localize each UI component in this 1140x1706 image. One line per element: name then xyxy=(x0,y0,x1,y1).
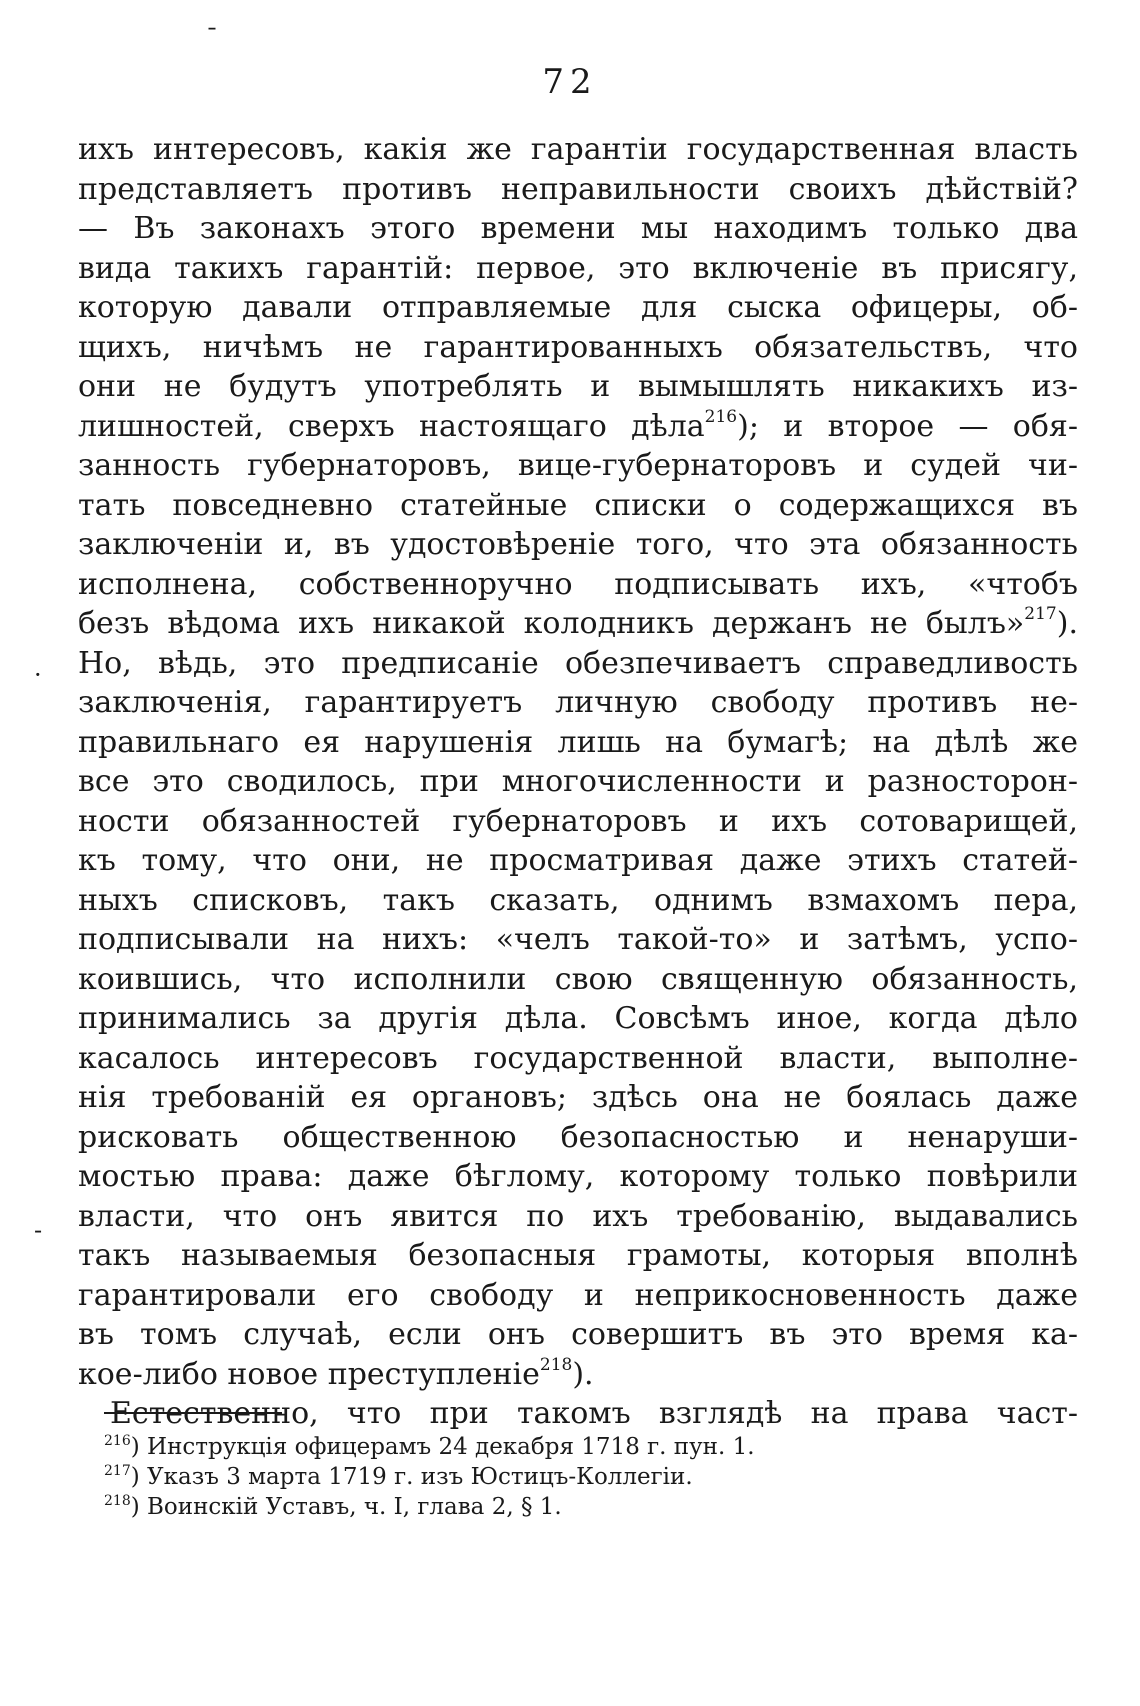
text-line xyxy=(78,525,1078,565)
line-text: власти, что онъ явится по ихъ требованію, выдавались xyxy=(78,1198,1078,1234)
text-line xyxy=(78,407,1078,447)
text-line xyxy=(78,367,1078,407)
footnote-text: ) Инструкція офицерамъ 24 декабря 1718 г. пун. 1. xyxy=(130,1434,755,1460)
footnote-text: ) Указъ 3 марта 1719 г. изъ Юстицъ-Коллегіи. xyxy=(130,1464,693,1490)
line-text-after: ). xyxy=(1056,606,1078,641)
margin-mark: · xyxy=(34,661,42,689)
line-text: все это сводилось, при многочисленности и разносторон- xyxy=(78,764,1078,799)
line-text: они не будутъ употреблять и вымышлять никакихъ из- xyxy=(78,369,1078,404)
footnote-number: 218 xyxy=(104,1493,131,1509)
line-text: тать повседневно статейные списки о содержащихся въ xyxy=(78,487,1078,523)
text-line xyxy=(78,802,1078,842)
text-line xyxy=(78,328,1078,368)
text-line xyxy=(78,1157,1078,1197)
footnote-text: ) Воинскій Уставъ, ч. I, глава 2, § 1. xyxy=(130,1494,562,1520)
text-line xyxy=(78,1039,1078,1079)
line-text: коившись, что исполнили свою священную обязанность, xyxy=(78,961,1078,997)
text-line xyxy=(78,841,1078,881)
text-line xyxy=(78,565,1078,605)
text-line xyxy=(78,249,1078,289)
line-text: рисковать общественною безопасностью и ненаруши- xyxy=(78,1119,1078,1155)
line-text: такъ называемыя безопасныя грамоты, которыя вполнѣ xyxy=(78,1238,1078,1273)
footnote xyxy=(104,1462,755,1492)
text-line xyxy=(78,486,1078,526)
text-line xyxy=(78,920,1078,960)
body-text xyxy=(78,130,1078,1434)
line-text: къ тому, что они, не просматривая даже этихъ статей- xyxy=(78,843,1078,878)
line-text: мостью права: даже бѣглому, которому только повѣрили xyxy=(78,1159,1078,1194)
line-text: представляетъ противъ неправильности своихъ дѣйствій? xyxy=(78,171,1078,207)
footnote-number: 216 xyxy=(104,1433,131,1449)
text-line xyxy=(78,1078,1078,1118)
text-line xyxy=(78,644,1078,684)
line-text: касалось интересовъ государственной власти, выполне- xyxy=(78,1040,1078,1076)
footnote-reference: 216 xyxy=(704,406,738,427)
text-line xyxy=(78,130,1078,170)
line-text: правильнаго ея нарушенія лишь на бумагѣ; на дѣлѣ же xyxy=(78,724,1078,760)
text-line xyxy=(78,209,1078,249)
text-line xyxy=(78,683,1078,723)
text-line xyxy=(78,1118,1078,1158)
text-line xyxy=(78,1315,1078,1355)
line-text: кое-либо новое преступленіе xyxy=(78,1356,540,1392)
line-text: — Въ законахъ этого времени мы находимъ только два xyxy=(78,211,1078,246)
text-line xyxy=(78,446,1078,486)
line-text: Естественно, что при такомъ взглядѣ на права част- xyxy=(110,1396,1078,1431)
line-text: принимались за другія дѣла. Совсѣмъ иное, когда дѣло xyxy=(78,1001,1078,1036)
line-text: Но, вѣдь, это предписаніе обезпечиваетъ справедливость xyxy=(78,645,1078,681)
footnote xyxy=(104,1432,755,1462)
line-text: заключенія, гарантируетъ личную свободу противъ не- xyxy=(78,685,1078,720)
line-text-after: ). xyxy=(572,1356,594,1392)
line-text-after: ); и второе — обя- xyxy=(737,408,1078,444)
line-text: занность губернаторовъ, вице-губернаторовъ и судей чи- xyxy=(78,448,1078,483)
line-text: безъ вѣдома ихъ никакой колодникъ держанъ не былъ» xyxy=(78,606,1025,641)
text-line xyxy=(78,723,1078,763)
margin-mark: - xyxy=(34,1216,43,1244)
text-line xyxy=(78,604,1078,644)
footnote xyxy=(104,1492,755,1522)
text-line xyxy=(78,1355,1078,1395)
stray-mark: ˉ xyxy=(206,24,218,52)
text-line xyxy=(78,1236,1078,1276)
line-text: которую давали отправляемые для сыска офицеры, об- xyxy=(78,290,1078,325)
page-number: 72 xyxy=(542,62,598,102)
line-text: заключеніи и, въ удостовѣреніе того, что эта обязанность xyxy=(78,527,1078,562)
text-line xyxy=(78,762,1078,802)
line-text: гарантировали его свободу и неприкосновенность даже xyxy=(78,1277,1078,1313)
line-text: лишностей, сверхъ настоящаго дѣла xyxy=(78,408,705,444)
text-line xyxy=(78,170,1078,210)
line-text: щихъ, ничѣмъ не гарантированныхъ обязательствъ, что xyxy=(78,329,1078,365)
line-text: исполнена, собственноручно подписывать ихъ, «чтобъ xyxy=(78,566,1078,602)
line-text: нія требованій ея органовъ; здѣсь она не боялась даже xyxy=(78,1080,1078,1115)
line-text: въ томъ случаѣ, если онъ совершитъ въ это время ка- xyxy=(78,1317,1078,1352)
footnote-reference: 218 xyxy=(539,1354,573,1375)
line-text: ности обязанностей губернаторовъ и ихъ сотоварищей, xyxy=(78,803,1078,839)
line-text: ихъ интересовъ, какія же гарантіи государственная власть xyxy=(78,132,1078,167)
footnote-reference: 217 xyxy=(1024,604,1057,624)
line-text: ныхъ списковъ, такъ сказать, однимъ взмахомъ пера, xyxy=(78,882,1078,918)
text-line xyxy=(78,288,1078,328)
footnotes xyxy=(104,1432,755,1522)
text-line xyxy=(78,960,1078,1000)
footnote-rule xyxy=(104,1412,282,1414)
text-line xyxy=(78,881,1078,921)
text-line xyxy=(78,1197,1078,1237)
text-line xyxy=(78,1276,1078,1316)
line-text: подписывали на нихъ: «челъ такой-то» и затѣмъ, успо- xyxy=(78,922,1078,957)
text-line xyxy=(78,999,1078,1039)
footnote-number: 217 xyxy=(104,1463,131,1479)
line-text: вида такихъ гарантій: первое, это включеніе въ присягу, xyxy=(78,250,1078,286)
